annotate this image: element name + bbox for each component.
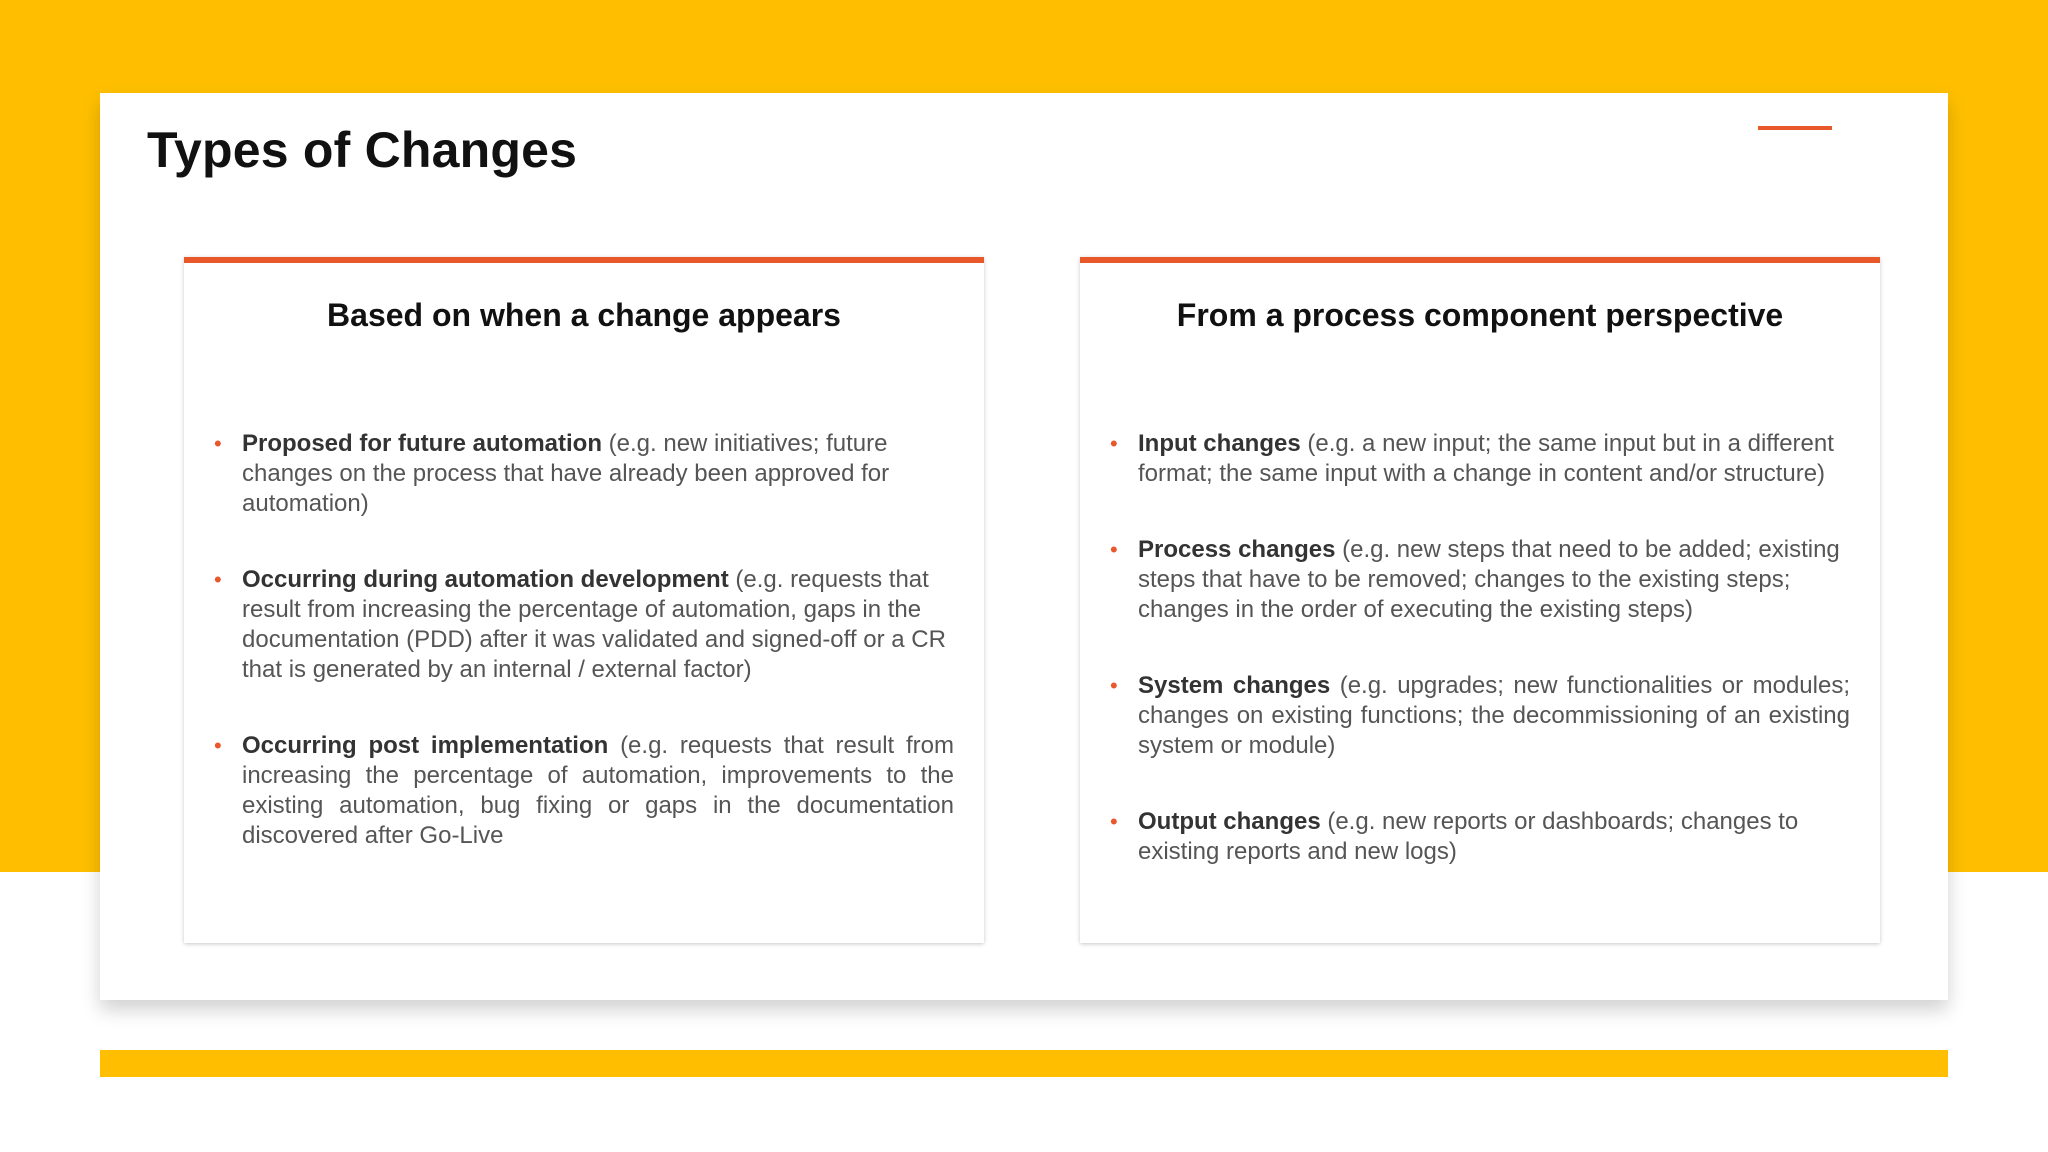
list-item-process-changes (1110, 535, 1850, 625)
bullet-icon: • (214, 431, 222, 456)
item-title: Proposed for future automation (242, 430, 602, 457)
item-description: (e.g. requests that result from increasing the percentage of automation, improvements to the existing automation, bug fixing or gaps in the documentation discovered after Go-Live (242, 732, 954, 849)
bullet-icon: • (1110, 537, 1118, 562)
card-heading-change-timing: Based on when a change appears (327, 297, 841, 333)
item-title: Occurring during automation development (242, 566, 729, 593)
item-title: Process changes (1138, 536, 1336, 563)
item-description: (e.g. new initiatives; future changes on the process that have already been approved for automation) (242, 430, 890, 517)
list-item-post-implementation (214, 731, 954, 851)
item-title: Occurring post implementation (242, 732, 609, 759)
list-item-during-development (214, 565, 954, 685)
bullet-icon: • (1110, 809, 1118, 834)
list-item-input-changes (1110, 429, 1850, 489)
bullet-icon: • (214, 733, 222, 758)
item-title: Output changes (1138, 808, 1321, 835)
item-description: (e.g. requests that result from increasing the percentage of automation, gaps in the documentation (PDD) after it was validated and signed-off or a CR that is generated by an internal / external factor) (242, 566, 946, 683)
item-title: System changes (1138, 672, 1331, 699)
accent-line (1758, 126, 1832, 130)
process-component-list (1110, 429, 1850, 913)
item-description: (e.g. upgrades; new functionalities or modules; changes on existing functions; the decommissioning of an existing system or module) (1138, 672, 1851, 759)
item-title: Input changes (1138, 430, 1301, 457)
slide-canvas (100, 93, 1948, 1000)
card-change-timing (184, 257, 984, 943)
item-description: (e.g. new reports or dashboards; changes to existing reports and new logs) (1138, 808, 1799, 865)
item-description: (e.g. a new input; the same input but in a different format; the same input with a change in content and/or structure) (1138, 430, 1834, 487)
slide-title: Types of Changes (147, 122, 578, 178)
change-timing-list (214, 429, 954, 897)
list-item-system-changes (1110, 671, 1850, 761)
bullet-icon: • (214, 567, 222, 592)
bullet-icon: • (1110, 673, 1118, 698)
bullet-icon: • (1110, 431, 1118, 456)
yellow-bottom-bar (100, 1050, 1948, 1077)
card-heading-process-component: From a process component perspective (1176, 297, 1784, 333)
item-description: (e.g. new steps that need to be added; existing steps that have to be removed; changes to the existing steps; changes in the order of executing the existing steps) (1138, 536, 1840, 623)
card-process-component (1080, 257, 1880, 943)
list-item-output-changes (1110, 807, 1850, 867)
list-item-future-automation (214, 429, 954, 519)
